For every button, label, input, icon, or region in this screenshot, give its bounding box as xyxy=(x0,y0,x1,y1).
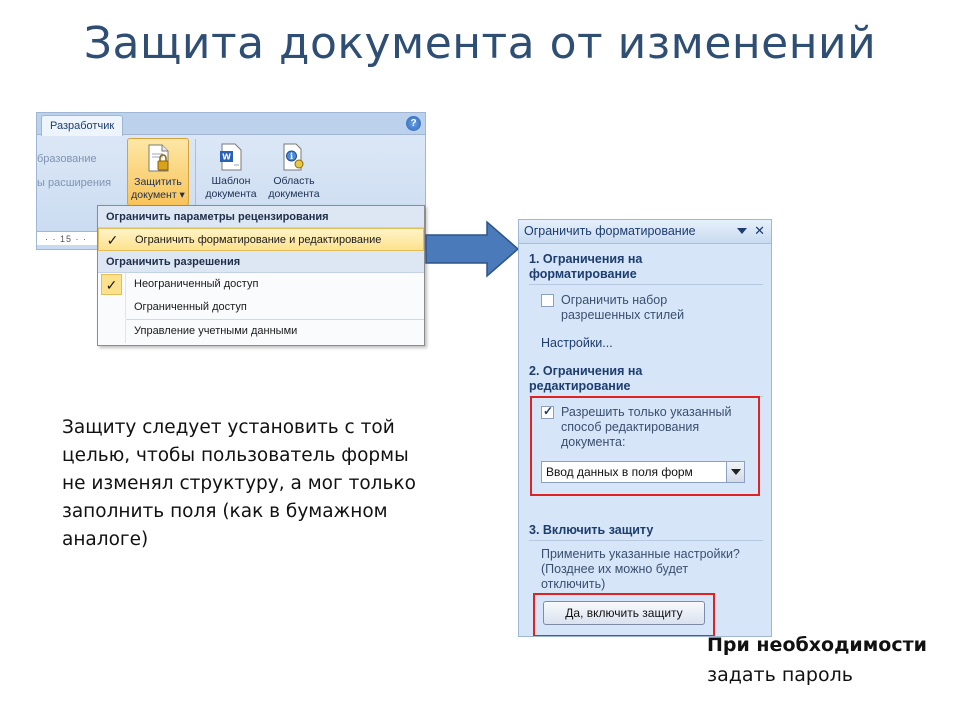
label-line2: разрешенных стилей xyxy=(561,308,685,322)
tab-developer[interactable]: Разработчик xyxy=(41,115,123,136)
svg-text:i: i xyxy=(289,151,294,161)
restrict-formatting-pane xyxy=(518,219,772,637)
panel-label-line1: Область xyxy=(273,175,315,187)
menu-item-label: Управление учетными данными xyxy=(134,325,298,337)
faded-command-extensions: ы расширения xyxy=(37,177,112,189)
help-icon[interactable]: ? xyxy=(406,116,421,131)
section-title-line1: 2. Ограничения на xyxy=(529,364,643,378)
section-editing-title xyxy=(529,364,642,394)
restrict-styles-checkbox[interactable] xyxy=(541,294,554,307)
template-label-line2: документа xyxy=(205,188,257,200)
protect-document-label xyxy=(128,176,188,202)
document-template-label xyxy=(200,175,262,201)
label-line2: способ редактирования xyxy=(561,420,700,434)
menu-item-label: Ограниченный доступ xyxy=(134,301,247,313)
section-title-line2: редактирование xyxy=(529,379,631,393)
body-text: Защиту следует установить с той целью, чтобы пользователь формы не изменял структуру, а мог только заполнить поля (как в бумажном аналоге) xyxy=(62,417,416,550)
text-line3: отключить) xyxy=(541,577,606,591)
label-line1: Разрешить только указанный xyxy=(561,405,732,419)
settings-link[interactable]: Настройки... xyxy=(541,336,613,350)
note-bold: При необходимости xyxy=(707,634,927,656)
section-rule xyxy=(529,540,763,541)
document-panel-button[interactable] xyxy=(263,138,325,206)
pane-title: Ограничить форматирование xyxy=(524,224,696,238)
protect-document-icon xyxy=(147,144,171,172)
check-icon: ✓ xyxy=(101,274,122,295)
menu-item-label: Ограничить форматирование и редактирование xyxy=(135,234,382,246)
highlight-box-editing xyxy=(530,396,760,496)
right-arrow-icon xyxy=(425,220,520,278)
menu-header-permissions: Ограничить разрешения xyxy=(98,251,424,273)
ribbon-tabbar xyxy=(37,113,425,135)
document-template-button[interactable] xyxy=(200,138,262,206)
protect-document-menu xyxy=(97,205,425,346)
apply-settings-text xyxy=(541,547,740,592)
enable-protection-button[interactable]: Да, включить защиту xyxy=(543,601,705,625)
svg-text:W: W xyxy=(222,152,231,162)
section-title-line1: 1. Ограничения на xyxy=(529,252,643,266)
document-panel-label xyxy=(263,175,325,201)
menu-gutter xyxy=(125,320,126,343)
text-line2: (Позднее их можно будет xyxy=(541,562,689,576)
editing-type-value: Ввод данных в поля форм xyxy=(546,465,693,479)
menu-item-manage-credentials[interactable] xyxy=(98,320,424,343)
document-template-icon xyxy=(219,143,243,171)
section-rule xyxy=(529,284,763,285)
template-label-line1: Шаблон xyxy=(211,175,251,187)
highlight-box-enable xyxy=(533,593,715,637)
protect-label-line1: Защитить xyxy=(134,176,182,188)
document-panel-icon xyxy=(282,143,306,171)
label-line3: документа: xyxy=(561,435,626,449)
faded-command-convert: бразование xyxy=(37,153,97,165)
ribbon-separator xyxy=(195,139,196,209)
menu-gutter xyxy=(125,273,126,296)
section-formatting-title xyxy=(529,252,642,282)
restrict-styles-label xyxy=(561,293,684,323)
check-icon: ✓ xyxy=(106,232,119,248)
section-enforce-title: 3. Включить защиту xyxy=(529,523,654,537)
menu-item-restricted-access[interactable] xyxy=(98,296,424,319)
panel-label-line2: документа xyxy=(268,188,320,200)
protect-document-button[interactable] xyxy=(127,138,189,206)
protect-label-line2: документ ▾ xyxy=(131,189,185,201)
label-line1: Ограничить набор xyxy=(561,293,668,307)
text-line1: Применить указанные настройки? xyxy=(541,547,740,561)
menu-gutter xyxy=(125,296,126,319)
ruler: · · 15 · · xyxy=(37,231,101,245)
note-plain: задать пароль xyxy=(707,664,853,686)
menu-item-restrict-formatting[interactable] xyxy=(98,228,424,251)
slide-title: Защита документа от изменений xyxy=(83,18,877,69)
menu-item-label: Неограниченный доступ xyxy=(134,278,259,290)
menu-item-unrestricted-access[interactable] xyxy=(98,273,424,296)
pane-header xyxy=(519,220,771,244)
pane-menu-dropdown-icon[interactable] xyxy=(737,228,747,234)
pane-close-icon[interactable]: ✕ xyxy=(754,223,765,238)
section-title-line2: форматирование xyxy=(529,267,637,281)
menu-header-review: Ограничить параметры рецензирования xyxy=(98,206,424,228)
